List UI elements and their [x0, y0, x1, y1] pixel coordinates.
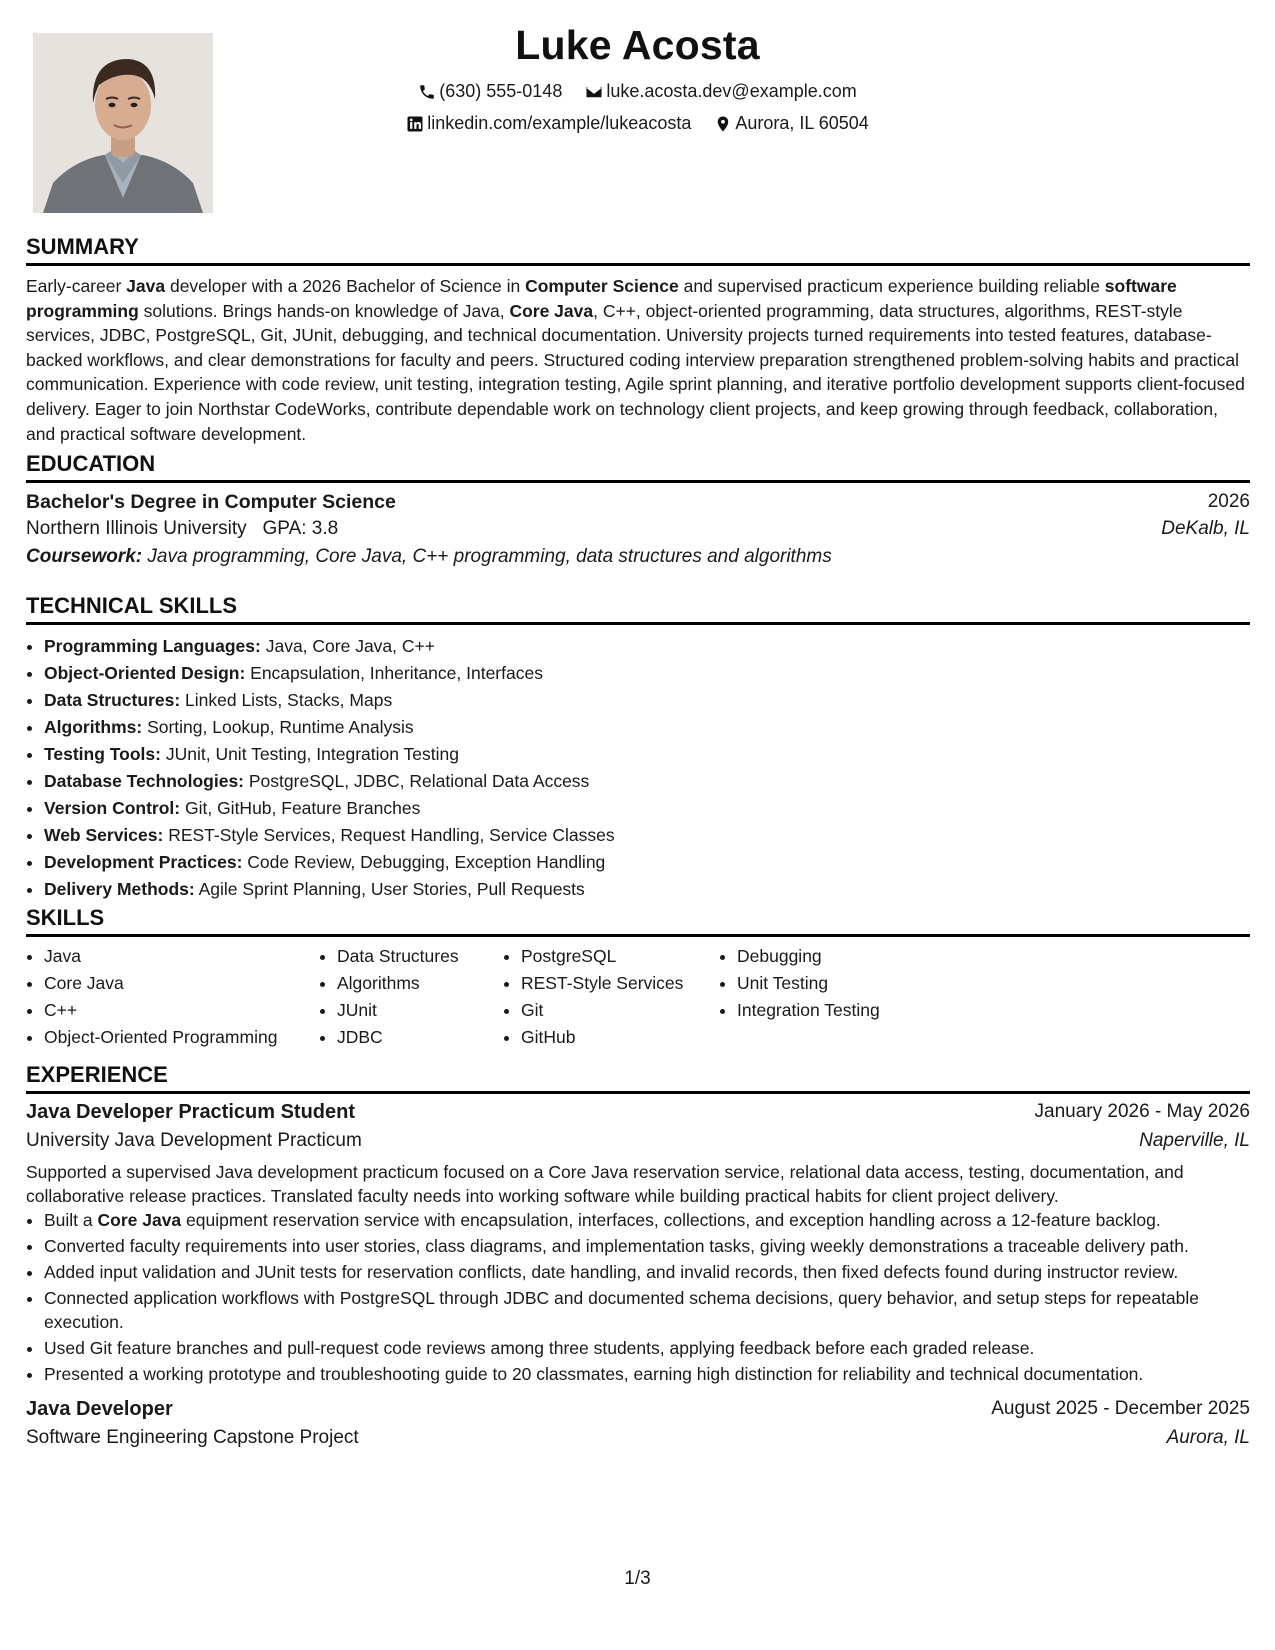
envelope-icon: [585, 83, 603, 101]
summary-text: [26, 274, 1250, 446]
school-location: DeKalb, IL: [1161, 518, 1250, 539]
job-dates: August 2025 - December 2025: [991, 1398, 1250, 1420]
skill-category: Version Control:: [44, 798, 181, 818]
skill-item: • Data Structures: [337, 943, 503, 970]
education-school-row: [26, 518, 1250, 540]
skill-category: Data Structures:: [44, 690, 181, 710]
email-text: luke.acosta.dev@example.com: [606, 81, 857, 101]
school-line: [26, 518, 338, 540]
contact-row-2: [250, 113, 1025, 138]
job-organization: University Java Development Practicum: [26, 1130, 362, 1151]
skill-item: • JUnit: [337, 997, 503, 1024]
bullet-text: Built a: [44, 1210, 98, 1230]
job-title-row: [26, 1398, 1250, 1421]
technical-skill-item: [44, 849, 1250, 876]
skill-item: • Integration Testing: [737, 997, 937, 1024]
degree-year: 2026: [1207, 491, 1250, 512]
skill-values: Encapsulation, Inheritance, Interfaces: [245, 663, 543, 683]
skill-item: • Debugging: [737, 943, 937, 970]
skill-category: Testing Tools:: [44, 744, 161, 764]
technical-skills-list: [26, 633, 1250, 903]
skill-item: • PostgreSQL: [521, 943, 719, 970]
phone-icon: [418, 83, 436, 101]
skills-column: [26, 943, 319, 1051]
skill-item: • Unit Testing: [737, 970, 937, 997]
skill-values: Code Review, Debugging, Exception Handling: [242, 852, 606, 872]
summary-keyword: Computer Science: [525, 276, 679, 296]
skill-item: • JDBC: [337, 1024, 503, 1051]
job-bullets: [26, 1208, 1250, 1386]
technical-skills-heading: TECHNICAL SKILLS: [26, 593, 1250, 625]
experience-section: [26, 1062, 1250, 1449]
skill-category: Database Technologies:: [44, 771, 245, 791]
summary-keyword: Java: [126, 276, 166, 296]
job-dates: January 2026 - May 2026: [1034, 1101, 1250, 1122]
job-bullet: [44, 1234, 1250, 1258]
technical-skill-item: [44, 876, 1250, 903]
job-location: Naperville, IL: [1139, 1130, 1250, 1151]
candidate-name: Luke Acosta: [515, 22, 760, 68]
technical-skill-item: [44, 687, 1250, 714]
skill-item: • Object-Oriented Programming: [44, 1024, 319, 1051]
skill-item: • Git: [521, 997, 719, 1024]
technical-skill-item: [44, 660, 1250, 687]
skill-category: Object-Oriented Design:: [44, 663, 246, 683]
technical-skill-item: [44, 795, 1250, 822]
experience-heading: EXPERIENCE: [26, 1062, 1250, 1094]
skill-category: Delivery Methods:: [44, 879, 195, 899]
education-degree-row: [26, 491, 1250, 514]
job-title-row: [26, 1101, 1250, 1124]
page-number: 1/3: [624, 1568, 651, 1589]
bullet-text: Connected application workflows with PostgreSQL through JDBC and documented schema decisions, query behavior, and setup steps for repeatable execution.: [44, 1287, 1200, 1333]
bullet-text: Converted faculty requirements into user stories, class diagrams, and implementation tasks, giving weekly demonstrations a traceable delivery path.: [44, 1235, 1189, 1256]
job-org-row: [26, 1427, 1250, 1449]
technical-skill-item: [44, 714, 1250, 741]
job-bullet: [44, 1336, 1250, 1360]
coursework-label: Coursework:: [26, 546, 143, 567]
summary-heading: SUMMARY: [26, 234, 1250, 266]
job-bullet: [44, 1208, 1250, 1232]
coursework-text: Java programming, Core Java, C++ programming, data structures and algorithms: [142, 546, 832, 567]
job-bullet: [44, 1260, 1250, 1284]
bullet-text: Presented a working prototype and troubleshooting guide to 20 classmates, earning high distinction for reliability and technical documentation.: [44, 1363, 1144, 1384]
contact-row-1: [250, 81, 1025, 106]
job-entry: [26, 1398, 1250, 1449]
job-bullet: [44, 1362, 1250, 1386]
gpa: GPA: 3.8: [262, 518, 339, 539]
summary-keyword: Core Java: [509, 300, 594, 321]
map-pin-icon: [714, 115, 732, 133]
skill-values: Java, Core Java, C++: [260, 636, 435, 656]
skill-values: Sorting, Lookup, Runtime Analysis: [142, 717, 414, 737]
skill-item: • Algorithms: [337, 970, 503, 997]
skill-values: Linked Lists, Stacks, Maps: [180, 690, 393, 710]
skill-values: REST-Style Services, Request Handling, Service Classes: [163, 825, 615, 845]
email-contact[interactable]: [585, 81, 856, 102]
phone-contact[interactable]: [418, 81, 562, 102]
job-description: Supported a supervised Java development practicum focused on a Core Java reservation service, relational data access, testing, documentation, and collaborative release practices. Translated faculty needs into working software while building practical habits for client project delivery.: [26, 1162, 1184, 1206]
skills-columns: [26, 943, 1250, 1051]
bullet-text: Used Git feature branches and pull-request code reviews among three students, applying feedback before each graded release.: [44, 1338, 1035, 1359]
technical-skill-item: [44, 768, 1250, 795]
degree-name: Bachelor's Degree in Computer Science: [26, 491, 396, 513]
skill-category: Algorithms:: [44, 717, 143, 737]
summary-keyword: software programming: [26, 276, 1177, 321]
summary-text-run: and supervised practicum experience building reliable: [678, 276, 1105, 296]
skills-column: [503, 943, 719, 1051]
education-heading: EDUCATION: [26, 451, 1250, 483]
skills-section: [26, 905, 1250, 1051]
coursework: [26, 546, 1250, 568]
technical-skills-section: [26, 593, 1250, 903]
skill-values: PostgreSQL, JDBC, Relational Data Access: [244, 771, 590, 791]
job-org-row: [26, 1130, 1250, 1152]
profile-photo: [33, 33, 213, 213]
linkedin-text: linkedin.com/example/lukeacosta: [427, 113, 692, 133]
skills-heading: SKILLS: [26, 905, 1250, 937]
bullet-text: equipment reservation service with encapsulation, interfaces, collections, and exception handling across a 12-feature backlog.: [181, 1210, 1161, 1230]
skill-values: Agile Sprint Planning, User Stories, Pull Requests: [194, 879, 585, 899]
job-entry: [26, 1101, 1250, 1386]
job-title: Java Developer Practicum Student: [26, 1101, 356, 1123]
job-title: Java Developer: [26, 1398, 173, 1421]
summary-text-run: developer with a 2026 Bachelor of Science in: [165, 276, 526, 296]
technical-skill-item: [44, 633, 1250, 660]
location-text: Aurora, IL 60504: [735, 113, 869, 133]
job-location: Aurora, IL: [1166, 1427, 1250, 1449]
skill-category: Web Services:: [44, 825, 164, 845]
location-contact: [714, 113, 868, 134]
job-organization: Software Engineering Capstone Project: [26, 1427, 359, 1449]
summary-section: [26, 234, 1250, 446]
summary-text-run: Early-career: [26, 276, 127, 296]
skill-values: JUnit, Unit Testing, Integration Testing: [160, 744, 459, 764]
linkedin-icon: [406, 115, 424, 133]
job-bullet: [44, 1286, 1250, 1335]
skill-category: Programming Languages:: [44, 636, 261, 656]
skill-category: Development Practices:: [44, 852, 243, 872]
technical-skill-item: [44, 822, 1250, 849]
phone-text: (630) 555-0148: [439, 81, 563, 101]
summary-text-run: solutions. Brings hands-on knowledge of Java,: [138, 300, 510, 321]
skill-item: • Java: [44, 943, 319, 970]
skills-column: [719, 943, 937, 1051]
school-name: Northern Illinois University: [26, 518, 247, 539]
summary-text-run: , C++, object-oriented programming, data structures, algorithms, REST-style services, JDBC, PostgreSQL, Git, JUnit, debugging, and technical documentation. University projects turned requirements into tested features, database-backed workflows, and clear demonstrations for faculty and peers. Structured coding interview preparation strengthened problem-solving habits and practical communication. Experience with code review, unit testing, integration testing, Agile sprint planning, and iterative portfolio development supports client-focused delivery. Eager to join Northstar CodeWorks, contribute dependable work on technology client projects, and keep growing through feedback, collaboration, and practical software development.: [26, 300, 1245, 444]
skill-item: • REST-Style Services: [521, 970, 719, 997]
linkedin-contact[interactable]: [406, 113, 691, 134]
education-section: [26, 451, 1250, 568]
profile-photo-icon: [33, 33, 213, 213]
technical-skill-item: [44, 741, 1250, 768]
skill-item: • Core Java: [44, 970, 319, 997]
skill-item: • C++: [44, 997, 319, 1024]
bullet-text: Added input validation and JUnit tests for reservation conflicts, date handling, and invalid records, then fixed defects found during instructor review.: [44, 1261, 1179, 1282]
skills-column: [319, 943, 503, 1051]
bullet-keyword: Core Java: [97, 1210, 182, 1230]
skill-values: Git, GitHub, Feature Branches: [180, 798, 421, 818]
skill-item: • GitHub: [521, 1024, 719, 1051]
